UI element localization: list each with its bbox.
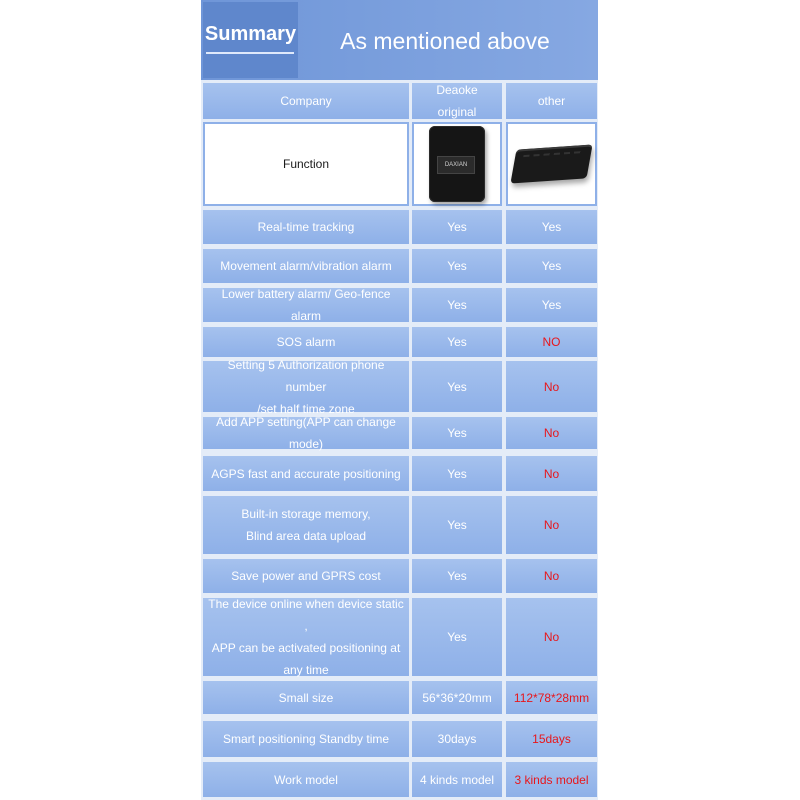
table-row-original-value [412, 417, 502, 449]
device-brand-label: DAXIAN [437, 156, 475, 174]
other-value-text: Yes [541, 220, 562, 234]
other-device-image [506, 122, 597, 206]
table-row-other-value [506, 598, 597, 676]
table-row-feature [203, 559, 409, 593]
table-row-original-value [412, 721, 502, 757]
table-row-feature [203, 327, 409, 357]
col-header-original: Deaoke original [412, 83, 502, 119]
original-value-text: Yes [447, 259, 467, 273]
feature-text: AGPS fast and accurate positioning [211, 466, 401, 481]
table-row-other-value [506, 456, 597, 491]
table-row-other-value [506, 327, 597, 357]
original-value-text: Yes [447, 569, 467, 583]
table-row-original-value [412, 762, 502, 797]
feature-text: Built-in storage memory, Blind area data upload [241, 507, 371, 543]
feature-text: The device online when device static , APP can be activated positioning at any time [208, 597, 404, 677]
other-value-text: Yes [541, 259, 562, 273]
col-header-company: Company [203, 83, 409, 119]
tracker-device-icon [429, 126, 485, 202]
summary-label: Summary [204, 23, 297, 45]
other-value-text: NO [542, 335, 561, 349]
original-value-text: 4 kinds model [419, 772, 495, 787]
table-row-feature [203, 496, 409, 554]
table-row-other-value [506, 762, 597, 797]
table-row-feature [203, 598, 409, 676]
table-row-feature [203, 681, 409, 714]
table-row-original-value [412, 249, 502, 283]
table-row-other-value [506, 559, 597, 593]
feature-text: Smart positioning Standby time [222, 732, 390, 746]
feature-text: Lower battery alarm/ Geo-fence alarm [221, 287, 391, 323]
original-value-text: 30days [437, 732, 477, 746]
function-label-cell: Function [203, 122, 409, 206]
table-row-feature [203, 456, 409, 491]
table-row-original-value [412, 681, 502, 714]
other-value-text: Yes [541, 298, 562, 312]
table-row-original-value [412, 496, 502, 554]
feature-text: Small size [278, 690, 334, 705]
original-value-text: Yes [447, 518, 467, 532]
other-value-text: No [543, 379, 560, 394]
table-row-original-value [412, 288, 502, 322]
other-value-text: 112*78*28mm [513, 690, 590, 705]
table-row-other-value [506, 417, 597, 449]
original-device-image [412, 122, 502, 206]
col-header-other: other [506, 83, 597, 119]
feature-text: SOS alarm [276, 335, 336, 349]
table-row-feature [203, 249, 409, 283]
table-row-feature [203, 357, 409, 416]
other-value-text: 3 kinds model [514, 772, 589, 787]
competitor-device-icon [510, 144, 592, 183]
table-row-other-value [506, 288, 597, 322]
other-value-text: 15days [532, 732, 571, 746]
table-row-other-value [506, 721, 597, 757]
page-title: As mentioned above [340, 28, 550, 54]
other-value-text: No [543, 466, 560, 481]
other-value-text: No [543, 569, 560, 583]
table-row-other-value [506, 361, 597, 412]
summary-underline [206, 52, 294, 54]
table-row-original-value [412, 598, 502, 676]
feature-text: Movement alarm/vibration alarm [220, 259, 392, 273]
table-row-feature [203, 762, 409, 797]
table-row-other-value [506, 210, 597, 244]
other-value-text: No [543, 518, 560, 532]
table-row-original-value [412, 559, 502, 593]
original-value-text: Yes [447, 298, 467, 312]
feature-text: Work model [274, 772, 338, 787]
original-value-text: Yes [447, 335, 467, 349]
table-row-other-value [506, 249, 597, 283]
table-row-other-value [506, 681, 597, 714]
table-row-feature [203, 721, 409, 757]
original-value-text: 56*36*20mm [422, 690, 492, 705]
table-row-original-value [412, 361, 502, 412]
feature-text: Save power and GPRS cost [231, 569, 381, 583]
other-value-text: No [543, 426, 560, 440]
original-value-text: Yes [447, 466, 467, 481]
table-row-original-value [412, 327, 502, 357]
feature-text: Add APP setting(APP can change mode) [216, 415, 396, 451]
table-row-original-value [412, 210, 502, 244]
feature-text: Setting 5 Authorization phone number /set half time zone [227, 357, 385, 416]
original-value-text: Yes [447, 426, 467, 440]
table-row-original-value [412, 456, 502, 491]
original-value-text: Yes [447, 630, 467, 644]
table-row-other-value [506, 496, 597, 554]
original-value-text: Yes [447, 220, 467, 234]
table-row-feature [203, 288, 409, 322]
table-row-feature [203, 210, 409, 244]
feature-text: Real-time tracking [257, 220, 355, 234]
other-value-text: No [543, 630, 560, 644]
table-row-feature [203, 417, 409, 449]
original-value-text: Yes [447, 379, 467, 394]
